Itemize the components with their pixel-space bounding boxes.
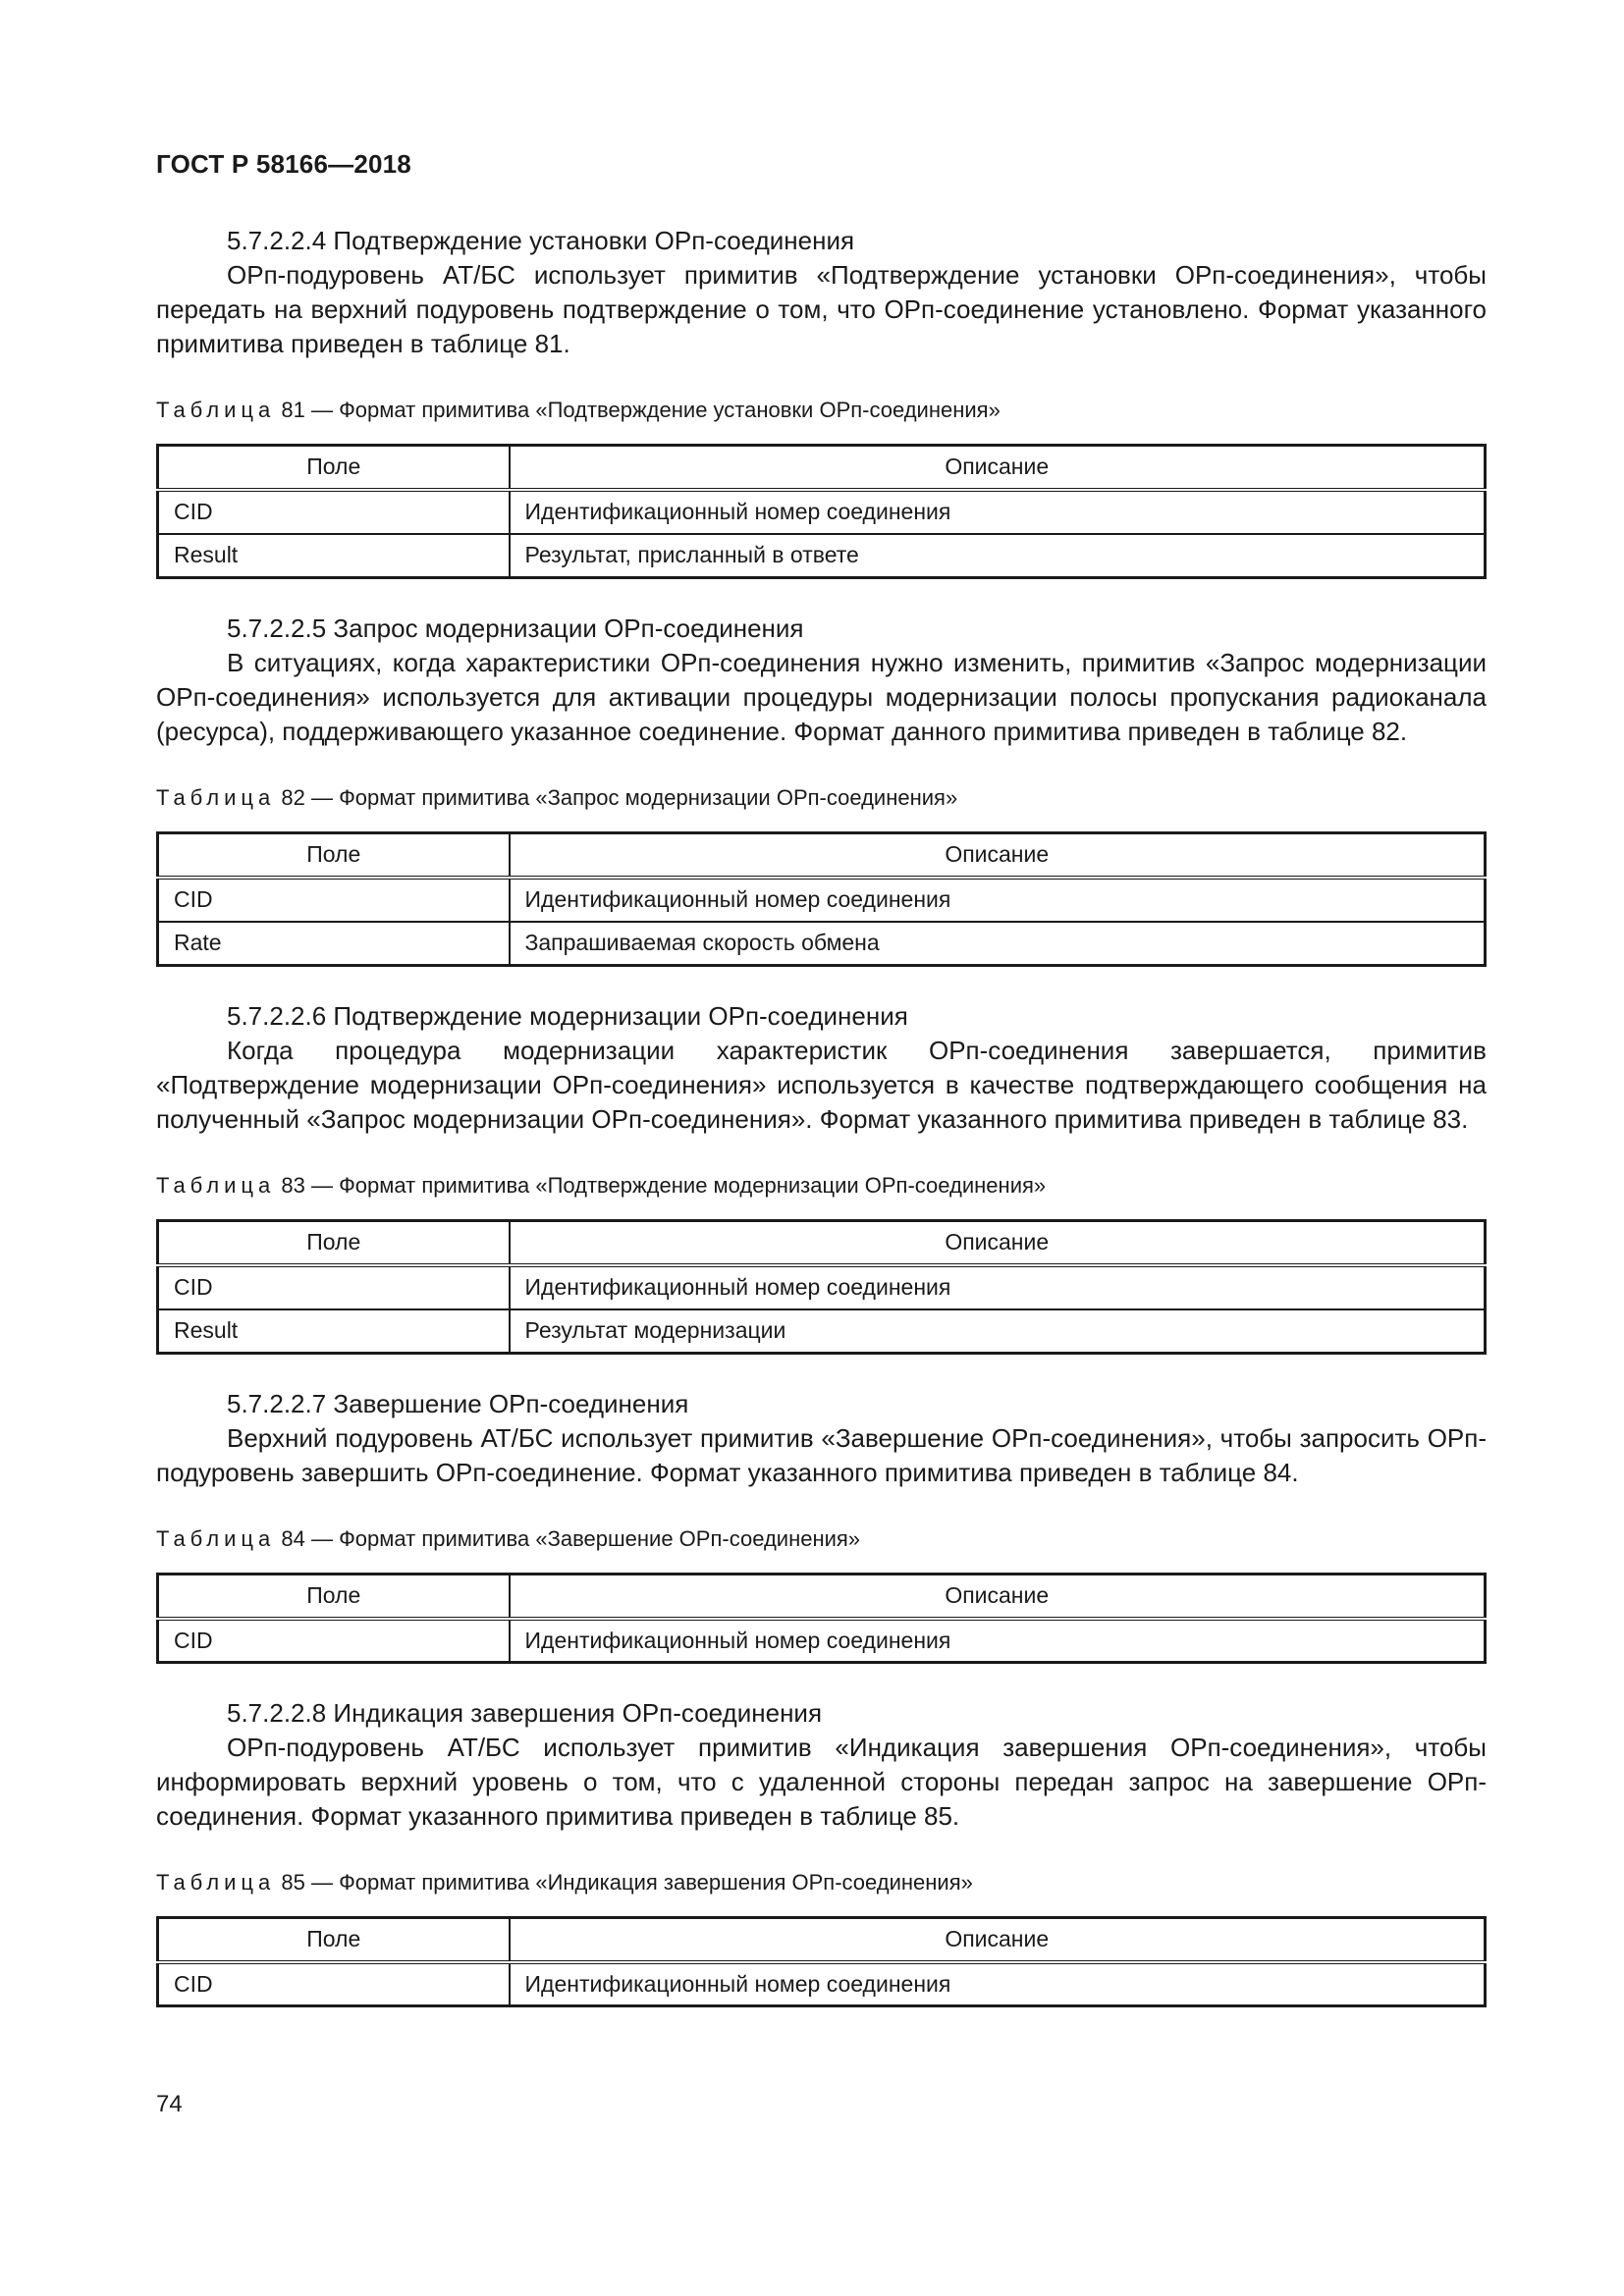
section-title: 5.7.2.2.7 Завершение ОРп-соединения xyxy=(227,1389,689,1418)
document-header: ГОСТ Р 58166—2018 xyxy=(156,149,411,179)
page-content xyxy=(156,224,1487,2040)
cell-description: Идентификационный номер соединения xyxy=(510,490,1486,534)
cell-field: CID xyxy=(158,878,510,922)
cell-field: Result xyxy=(158,1309,510,1354)
table-header-row xyxy=(158,1918,1486,1962)
table-caption-label: Таблица xyxy=(156,1870,276,1895)
section xyxy=(156,1387,1487,1664)
table-row xyxy=(158,878,1486,922)
table-caption-label: Таблица xyxy=(156,1526,276,1551)
format-table xyxy=(156,444,1487,579)
section-paragraph: ОРп-подуровень АТ/БС использует примитив «Подтверждение установки ОРп-соединения», чтобы передать на верхний подуровень подтверждение о том, что ОРп-соединение установлено. Формат указанного примитива приведен в таблице 81. xyxy=(156,260,1487,358)
header-description: Описание xyxy=(510,1221,1486,1265)
table-header-row xyxy=(158,1221,1486,1265)
section xyxy=(156,612,1487,967)
header-description: Описание xyxy=(510,833,1486,878)
format-table xyxy=(156,1573,1487,1664)
section-paragraph: ОРп-подуровень АТ/БС использует примитив «Индикация завершения ОРп-соединения», чтобы информировать верхний уровень о том, что с удаленной стороны передан запрос на завершение ОРп-соединения. Формат указанного примитива приведен в таблице 85. xyxy=(156,1733,1487,1831)
table-header-row xyxy=(158,1575,1486,1619)
table-row xyxy=(158,1619,1486,1663)
table-row xyxy=(158,1962,1486,2006)
table-caption xyxy=(156,1172,1487,1200)
cell-field: CID xyxy=(158,1265,510,1309)
header-field: Поле xyxy=(158,1575,510,1619)
table-caption-text: 83 — Формат примитива «Подтверждение модернизации ОРп-соединения» xyxy=(275,1173,1047,1198)
header-field: Поле xyxy=(158,446,510,490)
table-row xyxy=(158,1265,1486,1309)
table-caption xyxy=(156,784,1487,812)
header-field: Поле xyxy=(158,1918,510,1962)
table-caption xyxy=(156,397,1487,424)
cell-field: Rate xyxy=(158,922,510,966)
format-table xyxy=(156,1916,1487,2007)
section-title: 5.7.2.2.6 Подтверждение модернизации ОРп-соединения xyxy=(227,1001,908,1031)
cell-field: CID xyxy=(158,1619,510,1663)
cell-description: Запрашиваемая скорость обмена xyxy=(510,922,1486,966)
cell-field: CID xyxy=(158,490,510,534)
table-header-row xyxy=(158,833,1486,878)
section-paragraph: Когда процедура модернизации характеристик ОРп-соединения завершается, примитив «Подтверждение модернизации ОРп-соединения» используется в качестве подтверждающего сообщения на полученный «Запрос модернизации ОРп-соединения». Формат указанного примитива приведен в таблице 83. xyxy=(156,1036,1487,1134)
section-title: 5.7.2.2.4 Подтверждение установки ОРп-соединения xyxy=(227,226,855,255)
page-number: 74 xyxy=(156,2091,183,2117)
section xyxy=(156,224,1487,579)
cell-description: Результат модернизации xyxy=(510,1309,1486,1354)
format-table xyxy=(156,1219,1487,1355)
table-row xyxy=(158,922,1486,966)
cell-field: Result xyxy=(158,534,510,578)
table-row xyxy=(158,534,1486,578)
header-description: Описание xyxy=(510,1575,1486,1619)
table-caption xyxy=(156,1525,1487,1553)
cell-description: Идентификационный номер соединения xyxy=(510,1619,1486,1663)
table-caption-label: Таблица xyxy=(156,1173,276,1198)
table-caption-text: 85 — Формат примитива «Индикация завершения ОРп-соединения» xyxy=(275,1870,973,1895)
table-caption-text: 84 — Формат примитива «Завершение ОРп-соединения» xyxy=(275,1526,861,1551)
cell-description: Идентификационный номер соединения xyxy=(510,1962,1486,2006)
table-caption-label: Таблица xyxy=(156,398,276,422)
header-field: Поле xyxy=(158,1221,510,1265)
section-title: 5.7.2.2.8 Индикация завершения ОРп-соединения xyxy=(227,1698,823,1728)
table-row xyxy=(158,1309,1486,1354)
cell-description: Идентификационный номер соединения xyxy=(510,878,1486,922)
cell-description: Результат, присланный в ответе xyxy=(510,534,1486,578)
section xyxy=(156,999,1487,1355)
table-caption-text: 81 — Формат примитива «Подтверждение установки ОРп-соединения» xyxy=(275,398,1001,422)
table-header-row xyxy=(158,446,1486,490)
format-table xyxy=(156,831,1487,967)
header-field: Поле xyxy=(158,833,510,878)
header-description: Описание xyxy=(510,1918,1486,1962)
section-title: 5.7.2.2.5 Запрос модернизации ОРп-соединения xyxy=(227,614,804,643)
section-paragraph: В ситуациях, когда характеристики ОРп-соединения нужно изменить, примитив «Запрос модернизации ОРп-соединения» используется для активации процедуры модернизации полосы пропускания радиоканала (ресурса), поддерживающего указанное соединение. Формат данного примитива приведен в таблице 82. xyxy=(156,648,1487,746)
table-caption xyxy=(156,1869,1487,1896)
section xyxy=(156,1696,1487,2007)
section-paragraph: Верхний подуровень АТ/БС использует примитив «Завершение ОРп-соединения», чтобы запросить ОРп-подуровень завершить ОРп-соединение. Формат указанного примитива приведен в таблице 84. xyxy=(156,1423,1487,1487)
header-description: Описание xyxy=(510,446,1486,490)
table-caption-text: 82 — Формат примитива «Запрос модернизации ОРп-соединения» xyxy=(275,785,958,810)
table-row xyxy=(158,490,1486,534)
table-caption-label: Таблица xyxy=(156,785,276,810)
cell-description: Идентификационный номер соединения xyxy=(510,1265,1486,1309)
cell-field: CID xyxy=(158,1962,510,2006)
